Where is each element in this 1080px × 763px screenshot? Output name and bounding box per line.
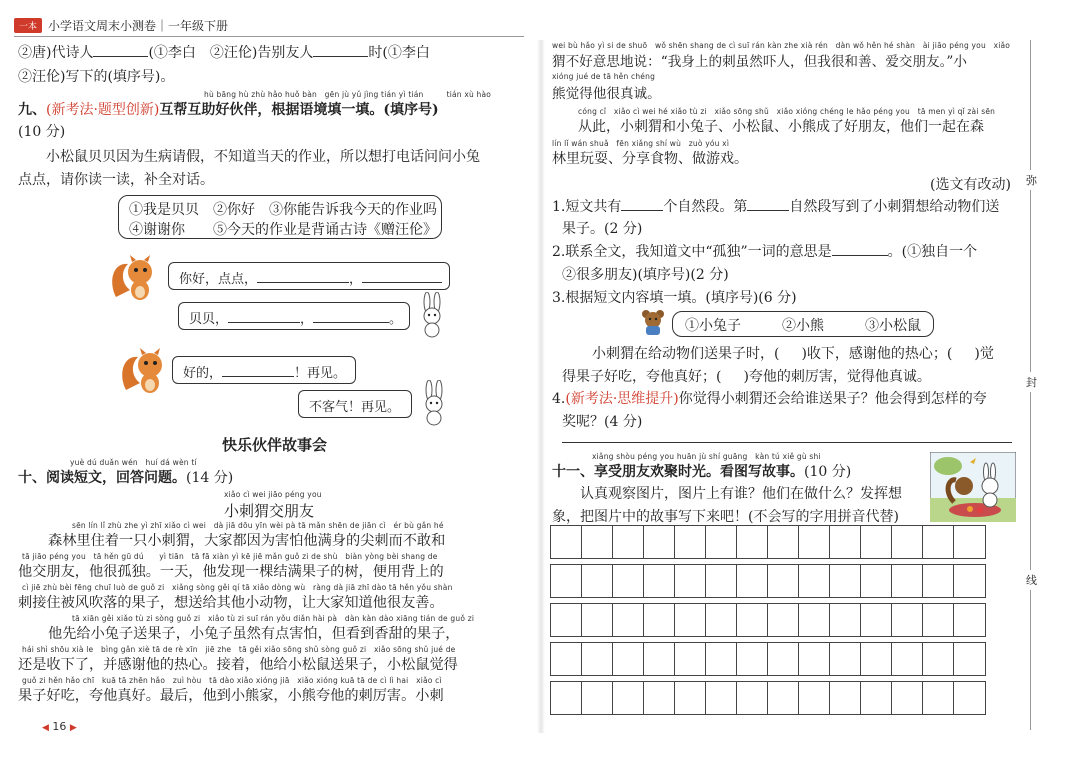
page-header	[14, 16, 228, 34]
dialog-blank-2[interactable]	[362, 282, 442, 283]
binding-label-2: 封	[1026, 372, 1037, 392]
story-title: 小刺猬交朋友	[224, 502, 315, 520]
q9-heading: 九、(新考法·题型创新)互帮互助好伙伴，根据语境填一填。(填序号)	[18, 102, 439, 118]
q11-heading: 十一、享受朋友欢聚时光。看图写故事。(10 分)	[552, 464, 852, 480]
dialog-bubble-1: 你好，点点， ，	[168, 262, 450, 290]
q10-1-line1: 1.短文共有 个自然段。第 自然段写到了小刺猬想给动物们送	[552, 199, 1000, 215]
binding-label-1: 弥	[1026, 170, 1037, 190]
q11-pinyin: xiǎng shòu péng you huān jù shí guāng kàn tú xiě gù shi	[592, 452, 821, 461]
squirrel-illustration	[108, 252, 160, 302]
q10-2-blank[interactable]	[832, 255, 888, 256]
dialog-bubble-3: 好的， ！再见。	[172, 356, 356, 384]
q10-3-heading: 3.根据短文内容填一填。(填序号)(6 分)	[552, 290, 797, 306]
page-fold	[537, 40, 545, 733]
q10-heading: 十、阅读短文，回答问题。(14 分)	[18, 470, 234, 486]
dialog-blank-1[interactable]	[257, 282, 349, 283]
q8-line1: ②唐)代诗人 (①李白 ②汪伦)告别友人 时(①李白	[18, 45, 430, 61]
q10-2-line1: 2.联系全文，我知道文中“孤独”一词的意思是 。(①独自一个	[552, 244, 978, 260]
story-title-pinyin: xiǎo cì wei jiāo péng you	[224, 490, 322, 499]
q10-1-blank-1[interactable]	[621, 210, 663, 211]
squirrel-illustration-2	[118, 345, 168, 395]
writing-grid-row-3[interactable]	[550, 603, 986, 637]
q10-4-line2: 奖呢？(4 分)	[562, 414, 643, 430]
dialog-blank-4[interactable]	[313, 322, 389, 323]
source-note: (选文有改动)	[930, 177, 1011, 193]
binding-label-3: 线	[1026, 570, 1037, 590]
q9-intro-1: 小松鼠贝贝因为生病请假，不知道当天的作业，所以想打电话问问小兔	[46, 149, 480, 165]
writing-grid-row-4[interactable]	[550, 642, 986, 676]
page-next-icon: ▶	[69, 723, 77, 733]
q10-3-fill-line1: 小刺猬在给动物们送果子时，( )收下，感谢他的热心；( )觉	[592, 346, 994, 362]
header-badge: 一本	[14, 18, 42, 33]
q10-1-blank-2[interactable]	[747, 210, 789, 211]
dialog-bubble-2: 贝贝， ， 。	[178, 302, 410, 330]
q8-blank-2[interactable]	[313, 56, 368, 57]
q9-score: (10 分)	[18, 124, 66, 140]
page-prev-icon: ◀	[42, 723, 49, 733]
q9-tag: (新考法·题型创新)	[46, 102, 160, 118]
header-rule	[14, 36, 524, 37]
q10-2-line2: ②很多朋友)(填序号)(2 分)	[562, 267, 729, 283]
q9-options-row1: ①我是贝贝 ②你好 ③你能告诉我今天的作业吗	[129, 202, 437, 218]
dialog-blank-3[interactable]	[228, 322, 300, 323]
header-title: 小学语文周末小测卷｜一年级下册	[48, 18, 229, 33]
writing-grid-row-2[interactable]	[550, 564, 986, 598]
q9-options-row2: ④谢谢你 ⑤今天的作业是背诵古诗《赠汪伦》	[129, 222, 437, 238]
dialog-blank-5[interactable]	[222, 376, 294, 377]
q11-instruction-2: 象，把图片中的故事写下来吧！(不会写的字用拼音代替)	[552, 509, 899, 525]
q9-options-box	[118, 195, 442, 239]
q10-1-line2: 果子。(2 分)	[562, 221, 643, 237]
q8-line2: ②汪伦)写下的(填序号)。	[18, 69, 175, 85]
picnic-picture	[930, 452, 1016, 522]
q10-pinyin: yuè dú duǎn wén huí dá wèn tí	[70, 458, 197, 467]
q8-blank-1[interactable]	[93, 56, 148, 57]
q11-instruction-1: 认真观察图片，图片上有谁？他们在做什么？发挥想	[580, 486, 902, 502]
q10-4-answer-line[interactable]	[562, 442, 1012, 443]
q9-pinyin: hù bāng hù zhù hǎo huǒ bàn gēn jù yǔ jìng tián yì tián tián xù hào	[204, 90, 492, 99]
rabbit-illustration	[414, 292, 450, 338]
dialog-bubble-4: 不客气！再见。	[298, 390, 412, 418]
q10-4-tag: (新考法·思维提升)	[565, 391, 679, 407]
bear-icon	[640, 308, 666, 336]
q10-4-line1: 4.(新考法·思维提升)你觉得小刺猬还会给谁送果子？他会得到怎样的夸	[552, 391, 987, 407]
writing-grid-row-1[interactable]	[550, 525, 986, 559]
page-number: ◀ 16 ▶	[42, 720, 77, 733]
q9-intro-2: 点点，请你读一读，补全对话。	[18, 172, 214, 188]
rabbit-illustration-2	[416, 380, 452, 426]
q10-3-fill-line2: 得果子好吃，夸他真好；( )夸他的刺厉害，觉得他真诚。	[562, 369, 931, 385]
q10-3-options-box: ①小兔子 ②小熊 ③小松鼠	[672, 311, 934, 337]
writing-grid-row-5[interactable]	[550, 681, 986, 715]
section-title: 快乐伙伴故事会	[222, 436, 328, 454]
